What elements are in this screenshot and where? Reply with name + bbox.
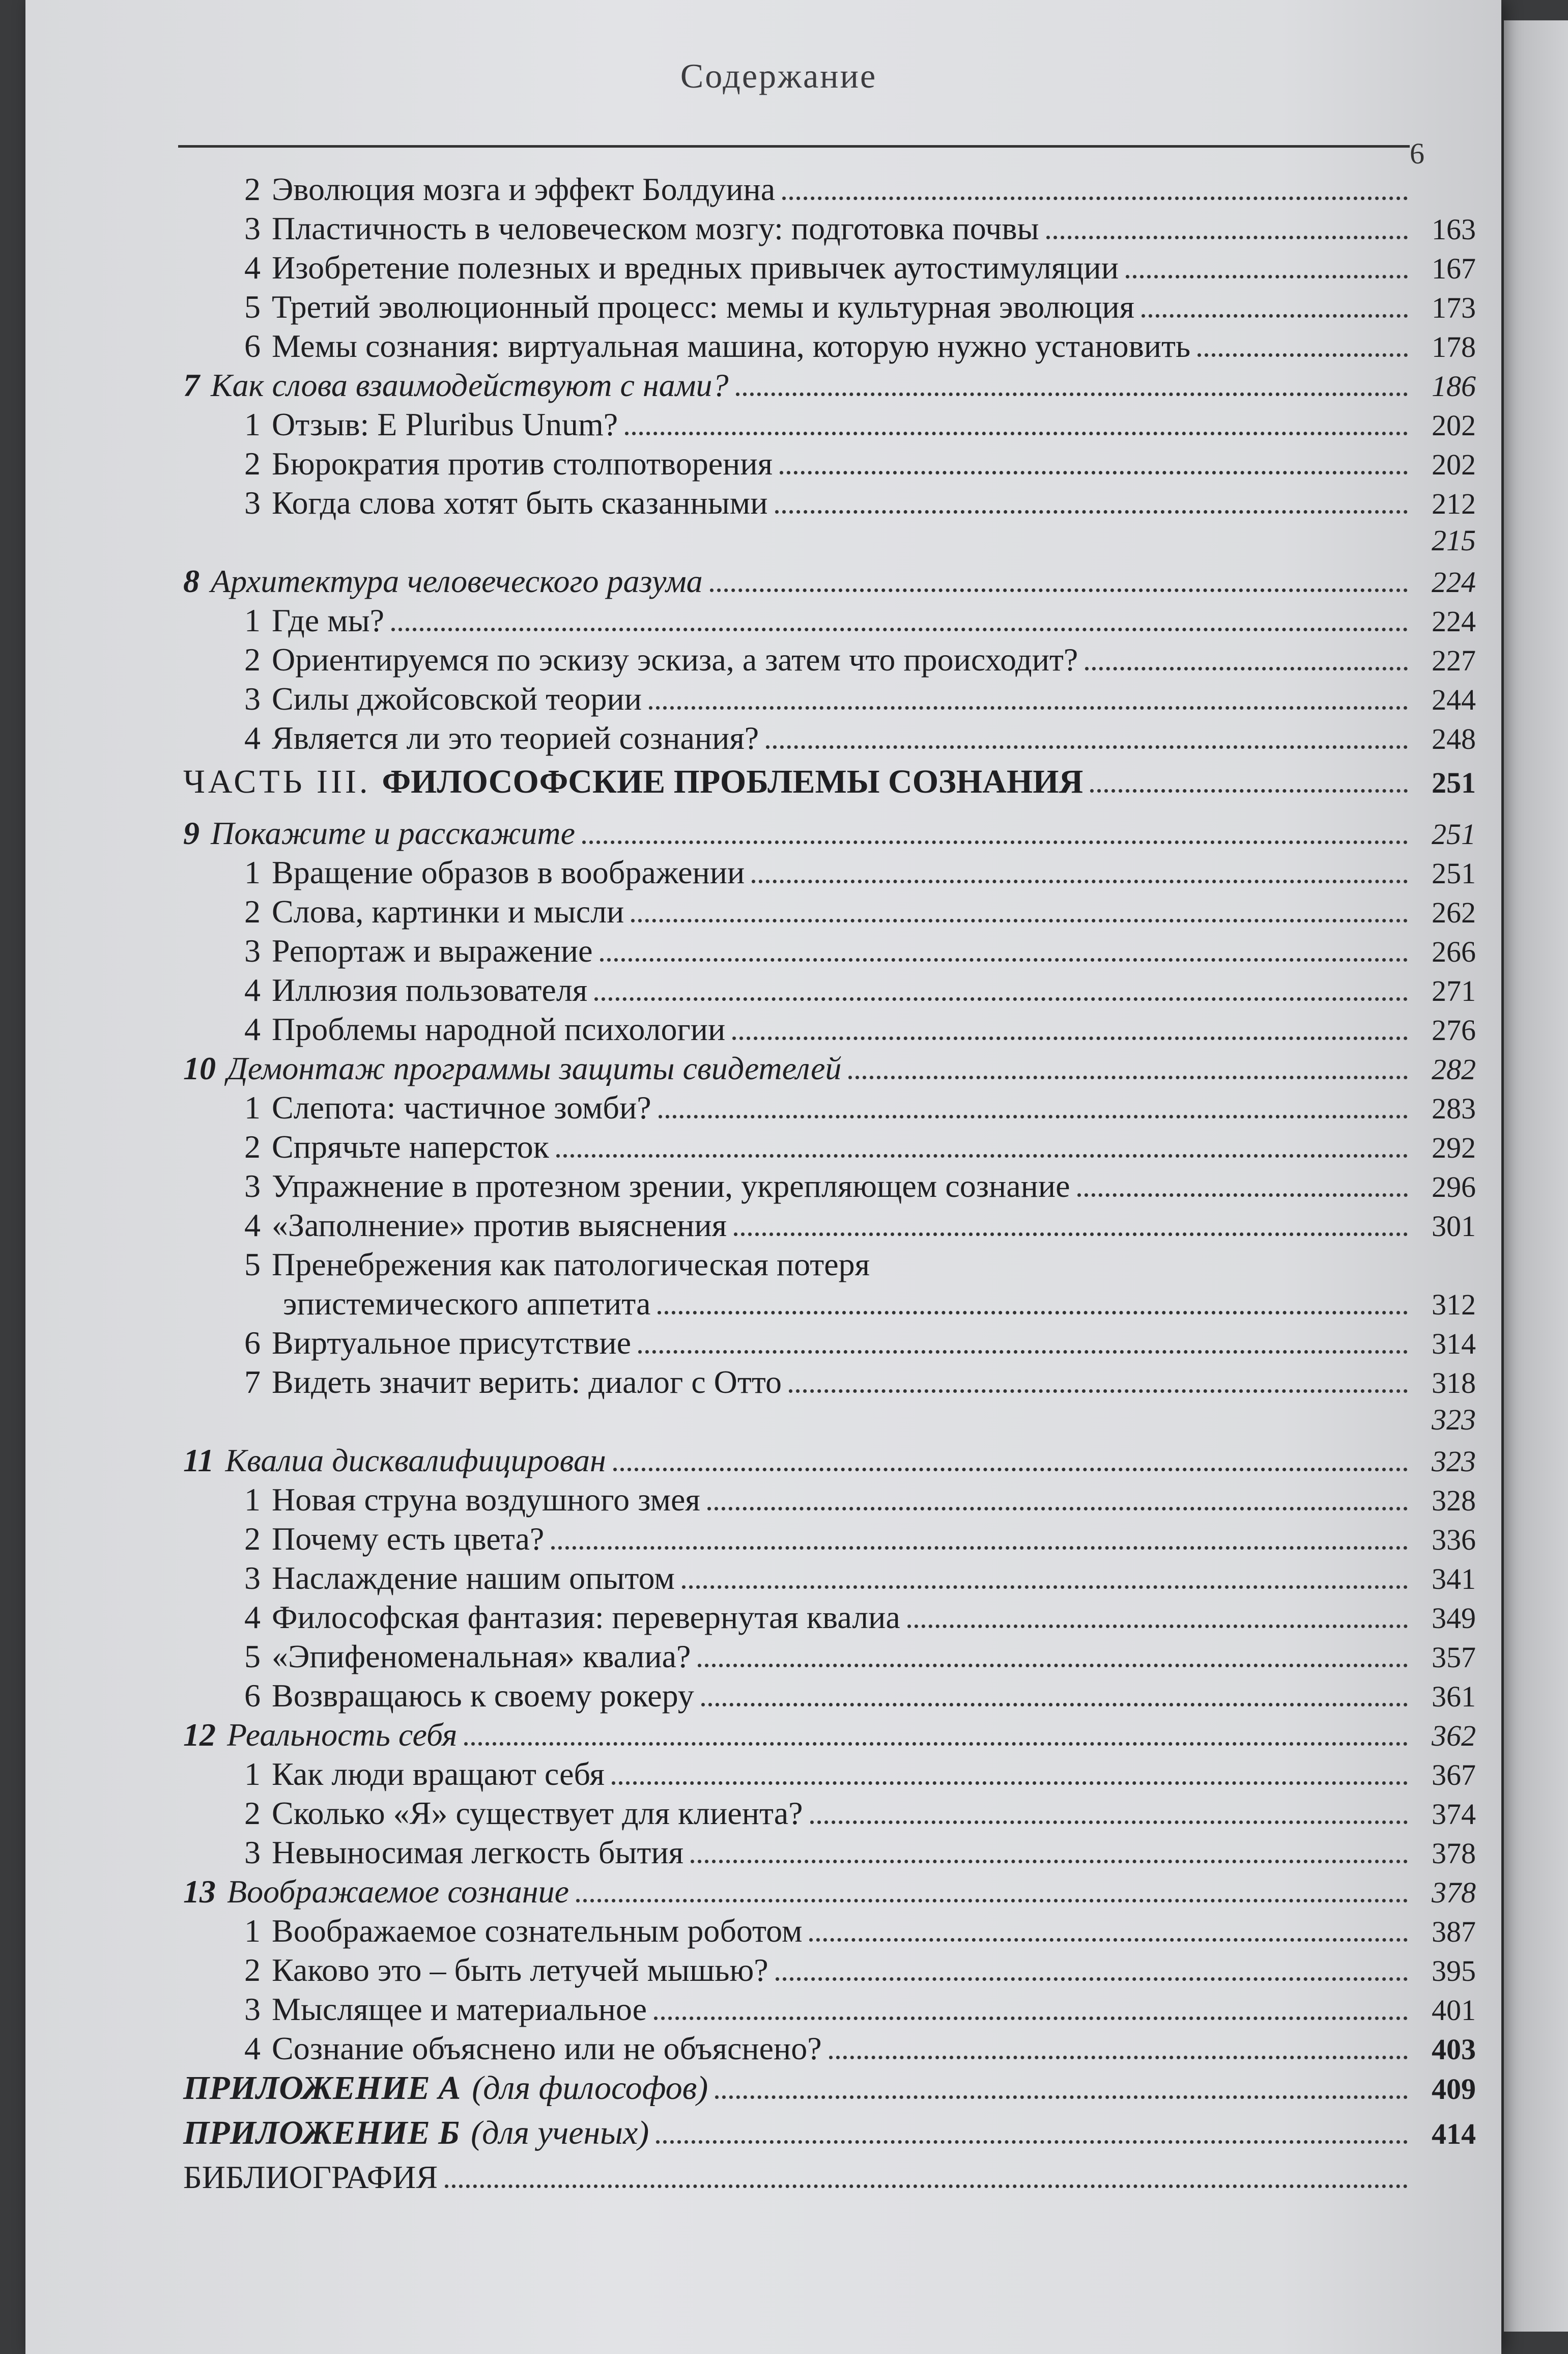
toc-page-number: 202 [1432, 409, 1476, 442]
toc-entry-number: 2 [244, 1521, 261, 1557]
dot-leader [732, 1036, 1408, 1040]
toc-entry-title: Пренебрежения как патологическая потеря [272, 1246, 870, 1282]
toc-section-row [183, 1285, 1476, 1324]
toc-entry-title: Реальность себя [227, 1717, 458, 1753]
toc-bibliography-row [183, 2159, 1476, 2198]
toc-entry-title: Спрячьте наперсток [272, 1129, 549, 1165]
toc-page-number: 202 [1432, 448, 1476, 481]
toc-page-number: 318 [1432, 1366, 1476, 1399]
toc-page-number: 283 [1432, 1092, 1476, 1125]
toc-entry-number: 4 [244, 1599, 261, 1635]
toc-entry-number: 6 [244, 1677, 261, 1714]
toc-entry-number: 7 [183, 367, 199, 403]
toc-appendix-row [183, 2069, 1476, 2114]
toc-entry-title: Силы джойсовской теории [272, 681, 642, 717]
page-header-title: Содержание [680, 57, 877, 95]
toc-entry-number: 5 [244, 1638, 261, 1674]
toc-page-number: 314 [1432, 1327, 1476, 1360]
toc-page-number: 341 [1432, 1562, 1476, 1595]
toc-entry-number: 1 [244, 1913, 261, 1949]
toc-section-row [183, 1951, 1476, 1991]
dot-leader [654, 2016, 1408, 2020]
toc-entry-number: 6 [244, 328, 261, 364]
toc-page-number: 262 [1432, 896, 1476, 929]
toc-entry-number: 3 [244, 1834, 261, 1870]
dot-leader [1077, 1193, 1408, 1197]
toc-chapter-row [183, 1050, 1476, 1089]
toc-section-row [183, 932, 1476, 971]
toc-chapter-row [183, 1873, 1476, 1912]
toc-entry-title: Где мы? [272, 602, 385, 638]
toc-section-row [183, 484, 1476, 523]
toc-section-row [183, 602, 1476, 641]
toc-entry-title: Когда слова хотят быть сказанными [272, 485, 768, 521]
toc-entry-title: (для ученых) [471, 2114, 649, 2151]
dot-leader [638, 1350, 1408, 1354]
toc-page-number: 292 [1432, 1131, 1476, 1164]
dot-leader [556, 1154, 1408, 1158]
toc-entry-title: Новая струна воздушного змея [272, 1481, 700, 1518]
toc-entry-title: Проблемы народной психологии [272, 1011, 726, 1047]
dot-leader [809, 1938, 1408, 1942]
toc-entry-number: 2 [244, 1129, 261, 1165]
toc-page-number: 212 [1432, 487, 1476, 520]
toc-chapter-row [183, 815, 1476, 854]
toc-section-row [183, 1912, 1476, 1951]
dot-leader [613, 1468, 1408, 1471]
toc-section-row [183, 893, 1476, 932]
toc-chapter-row [183, 1403, 1476, 1442]
toc-entry-number: 2 [244, 893, 261, 930]
toc-entry-title: Воображаемое сознательным роботом [272, 1913, 803, 1949]
toc-section-row [183, 1677, 1476, 1716]
toc-entry-title: Слепота: частичное зомби? [272, 1089, 651, 1126]
toc-page-number: 367 [1432, 1758, 1476, 1791]
dot-leader [789, 1389, 1408, 1393]
toc-entry-title: Покажите и расскажите [211, 815, 576, 851]
toc-entry-title: Воображаемое сознание [227, 1873, 569, 1910]
toc-page-number: 378 [1432, 1876, 1476, 1909]
toc-section-row [183, 445, 1476, 484]
toc-entry-number: 11 [183, 1442, 214, 1478]
toc-section-row [183, 680, 1476, 719]
dot-leader [707, 1507, 1408, 1510]
toc-entry-number: 1 [244, 1089, 261, 1126]
toc-chapter-row [183, 1442, 1476, 1481]
toc-entry-number: 8 [183, 563, 199, 599]
toc-section-row [183, 641, 1476, 680]
toc-section-row [183, 1167, 1476, 1207]
toc-entry-number: 6 [244, 1325, 261, 1361]
toc-entry-title: Невыносимая легкость бытия [272, 1834, 684, 1870]
toc-entry-number: 3 [244, 933, 261, 969]
toc-entry-number: 3 [244, 210, 261, 246]
toc-entry-title: ФИЛОСОФСКИЕ ПРОБЛЕМЫ СОЗНАНИЯ [382, 763, 1084, 800]
toc-section-row [183, 1520, 1476, 1559]
toc-section-row [183, 406, 1476, 445]
toc-page-number: 357 [1432, 1641, 1476, 1674]
toc-entry-title: «Эпифеноменальная» квалиа? [272, 1638, 691, 1674]
dot-leader [829, 2056, 1408, 2059]
dot-leader [810, 1820, 1408, 1824]
toc-page-number: 362 [1432, 1719, 1476, 1752]
dot-leader [701, 1703, 1408, 1706]
toc-page-number: 276 [1432, 1014, 1476, 1047]
toc-chapter-row [183, 367, 1476, 406]
dot-leader [698, 1664, 1408, 1667]
toc-section-row [183, 1991, 1476, 2030]
dot-leader [715, 2095, 1408, 2099]
toc-page-number: 178 [1432, 330, 1476, 363]
toc-page-number: 224 [1432, 566, 1476, 599]
dot-leader [1046, 236, 1408, 239]
toc-section-row [183, 1795, 1476, 1834]
toc-page-number: 401 [1432, 1994, 1476, 2027]
toc-page-number: 414 [1432, 2117, 1476, 2150]
dot-leader [776, 1977, 1408, 1981]
dot-leader [612, 1781, 1408, 1785]
toc-entry-title: Почему есть цвета? [272, 1521, 545, 1557]
toc-entry-number: 9 [183, 815, 199, 851]
toc-page-number: 251 [1432, 818, 1476, 851]
toc-section-row [183, 1363, 1476, 1403]
toc-page-number: 312 [1432, 1288, 1476, 1321]
dot-leader [766, 745, 1408, 749]
toc-entry-title: Третий эволюционный процесс: мемы и культурная эволюция [272, 289, 1135, 325]
toc-entry-number: ПРИЛОЖЕНИЕ Б [183, 2114, 460, 2151]
dot-leader [391, 628, 1408, 631]
toc-entry-title: Вращение образов в воображении [272, 854, 745, 890]
toc-entry-title: Ориентируемся по эскизу эскиза, а затем что происходит? [272, 641, 1078, 678]
toc-entry-number: 12 [183, 1717, 216, 1753]
toc-page-number: 271 [1432, 974, 1476, 1007]
dot-leader [582, 840, 1408, 844]
dot-leader [658, 1311, 1408, 1314]
toc-section-row [183, 1089, 1476, 1128]
toc-entry-title: эпистемического аппетита [283, 1285, 651, 1322]
toc-entry-number: 5 [244, 1246, 261, 1282]
toc-entry-number: 4 [244, 249, 261, 286]
toc-section-row [183, 2030, 1476, 2069]
toc-entry-number: 3 [244, 1168, 261, 1204]
toc-section-row [183, 719, 1476, 759]
toc-entry-title: Мыслящее и материальное [272, 1991, 647, 2027]
dot-leader [625, 432, 1408, 435]
toc-page-number: 403 [1432, 2033, 1476, 2066]
toc-page-number: 296 [1432, 1170, 1476, 1203]
dot-leader [775, 510, 1408, 514]
toc-page-number: 409 [1432, 2072, 1476, 2106]
dot-leader [1198, 353, 1408, 357]
toc-page-number: 266 [1432, 935, 1476, 968]
dot-leader [780, 471, 1408, 474]
toc-section-row [183, 1481, 1476, 1520]
toc-entry-number: 1 [244, 602, 261, 638]
toc-entry-number: ПРИЛОЖЕНИЕ А [183, 2069, 461, 2107]
toc-entry-number: 4 [244, 2030, 261, 2066]
book-page [25, 0, 1501, 2354]
toc-entry-number: 3 [244, 485, 261, 521]
toc-section-row [183, 1834, 1476, 1873]
toc-page-number: 395 [1432, 1954, 1476, 1987]
toc-entry-title: Философская фантазия: перевернутая квалиа [272, 1599, 900, 1635]
toc-entry-title: Эволюция мозга и эффект Болдуина [272, 171, 776, 207]
toc-page-number: 227 [1432, 644, 1476, 677]
toc-section-row [183, 1638, 1476, 1677]
toc-entry-title: Мемы сознания: виртуальная машина, которую нужно установить [272, 328, 1191, 364]
toc-page-number: 336 [1432, 1523, 1476, 1556]
toc-page-number: 323 [1432, 1403, 1476, 1436]
toc-entry-title: Наслаждение нашим опытом [272, 1560, 675, 1596]
toc-section-row [183, 210, 1476, 249]
toc-section-row [183, 1128, 1476, 1167]
dot-leader [649, 706, 1408, 710]
dot-leader [710, 588, 1408, 592]
toc-page-number: 328 [1432, 1484, 1476, 1517]
toc-page-number: 282 [1432, 1053, 1476, 1086]
table-of-contents [183, 171, 1476, 2198]
toc-entry-title: БИБЛИОГРАФИЯ [183, 2159, 438, 2195]
dot-leader [907, 1624, 1408, 1628]
toc-entry-number: 1 [244, 1481, 261, 1518]
dot-leader [691, 1860, 1408, 1863]
toc-page-number: 387 [1432, 1915, 1476, 1948]
dot-leader [734, 1232, 1408, 1236]
toc-section-row [183, 854, 1476, 893]
dot-leader [782, 197, 1408, 200]
toc-appendix-row [183, 2114, 1476, 2159]
dot-leader [445, 2184, 1408, 2188]
dot-leader [736, 393, 1408, 396]
toc-page-number: 378 [1432, 1837, 1476, 1870]
toc-entry-number: 5 [244, 289, 261, 325]
toc-entry-title: Пластичность в человеческом мозгу: подготовка почвы [272, 210, 1039, 246]
toc-entry-number: 4 [244, 1207, 261, 1243]
toc-entry-title: Упражнение в протезном зрении, укрепляющем сознание [272, 1168, 1070, 1204]
adjacent-page-edge [1504, 20, 1568, 2332]
toc-page-number: 163 [1432, 213, 1476, 246]
toc-entry-title: Сознание объяснено или не объяснено? [272, 2030, 822, 2066]
toc-page-number: 215 [1432, 524, 1476, 557]
toc-entry-title: Архитектура человеческого разума [211, 563, 703, 599]
dot-leader [1126, 275, 1408, 278]
toc-section-row [183, 249, 1476, 288]
toc-section-row [183, 1755, 1476, 1795]
toc-section-row [183, 971, 1476, 1011]
toc-section-row [183, 1559, 1476, 1599]
toc-entry-title: Бюрократия против столпотворения [272, 445, 773, 482]
toc-section-row [183, 1599, 1476, 1638]
dot-leader [594, 997, 1408, 1001]
toc-entry-title: Репортаж и выражение [272, 933, 593, 969]
toc-section-row [183, 1246, 1476, 1285]
toc-entry-number: 1 [244, 1756, 261, 1792]
dot-leader [656, 2140, 1408, 2144]
toc-page-number: 248 [1432, 722, 1476, 755]
dot-leader [682, 1585, 1408, 1589]
dot-leader [1142, 314, 1408, 318]
toc-section-row [183, 288, 1476, 327]
toc-chapter-row [183, 1716, 1476, 1755]
toc-page-number: 349 [1432, 1602, 1476, 1635]
dot-leader [631, 919, 1408, 922]
toc-entry-number: 2 [244, 445, 261, 482]
toc-page-number: 167 [1432, 252, 1476, 285]
dot-leader [576, 1899, 1408, 1902]
page-number: 6 [1410, 137, 1424, 170]
toc-entry-title: Квалиа дисквалифицирован [225, 1442, 606, 1478]
toc-page-number: 173 [1432, 291, 1476, 324]
toc-section-row [183, 1011, 1476, 1050]
toc-entry-number: ЧАСТЬ III. [183, 763, 371, 800]
toc-entry-title: Как слова взаимодействуют с нами? [211, 367, 729, 403]
toc-part-row [183, 759, 1476, 815]
toc-section-row [183, 1207, 1476, 1246]
toc-entry-title: Как люди вращают себя [272, 1756, 605, 1792]
dot-leader [848, 1076, 1408, 1079]
toc-page-number: 251 [1432, 857, 1476, 890]
toc-entry-number: 2 [244, 1795, 261, 1831]
toc-entry-title: Возвращаюсь к своему рокеру [272, 1677, 694, 1714]
toc-entry-title: «Заполнение» против выяснения [272, 1207, 727, 1243]
header-rule [178, 145, 1410, 148]
toc-entry-number: 1 [244, 406, 261, 442]
toc-page-number: 251 [1432, 766, 1476, 799]
toc-entry-number: 1 [244, 854, 261, 890]
toc-entry-title: Сколько «Я» существует для клиента? [272, 1795, 803, 1831]
toc-entry-title: Виртуальное присутствие [272, 1325, 631, 1361]
toc-page-number: 323 [1432, 1445, 1476, 1478]
toc-entry-title: Видеть значит верить: диалог с Отто [272, 1364, 782, 1400]
toc-entry-number: 3 [244, 1991, 261, 2027]
toc-page-number: 374 [1432, 1798, 1476, 1831]
toc-entry-title: Изобретение полезных и вредных привычек аутостимуляции [272, 249, 1119, 286]
toc-entry-number: 2 [244, 641, 261, 678]
toc-entry-number: 13 [183, 1873, 216, 1910]
toc-entry-title: Является ли это теорией сознания? [272, 720, 759, 756]
toc-entry-title: (для философов) [472, 2069, 708, 2107]
toc-page-number: 361 [1432, 1680, 1476, 1713]
toc-entry-title: Отзыв: E Pluribus Unum? [272, 406, 618, 442]
dot-leader [551, 1546, 1408, 1550]
toc-section-row [183, 327, 1476, 367]
toc-page-number: 186 [1432, 370, 1476, 403]
toc-chapter-row [183, 523, 1476, 563]
toc-entry-title: Демонтаж программы защиты свидетелей [227, 1050, 842, 1086]
toc-page-number: 224 [1432, 605, 1476, 638]
dot-leader [1085, 667, 1408, 670]
toc-entry-title: Иллюзия пользователя [272, 972, 588, 1008]
toc-entry-number: 4 [244, 972, 261, 1008]
toc-entry-number: 2 [244, 171, 261, 207]
toc-chapter-row [183, 563, 1476, 602]
toc-entry-number: 10 [183, 1050, 216, 1086]
toc-entry-number: 3 [244, 681, 261, 717]
dot-leader [752, 880, 1408, 883]
toc-entry-number: 4 [244, 1011, 261, 1047]
dot-leader [659, 1115, 1408, 1118]
toc-entry-number: 4 [244, 720, 261, 756]
toc-entry-number: 2 [244, 1952, 261, 1988]
dot-leader [1090, 789, 1408, 793]
toc-page-number: 301 [1432, 1210, 1476, 1243]
toc-section-row [183, 1324, 1476, 1363]
toc-entry-title: Слова, картинки и мысли [272, 893, 624, 930]
toc-entry-number: 7 [244, 1364, 261, 1400]
toc-section-row [183, 171, 1476, 210]
dot-leader [464, 1742, 1408, 1746]
toc-page-number: 244 [1432, 683, 1476, 716]
dot-leader [600, 958, 1408, 962]
toc-entry-number: 3 [244, 1560, 261, 1596]
toc-entry-title: Каково это – быть летучей мышью? [272, 1952, 768, 1988]
